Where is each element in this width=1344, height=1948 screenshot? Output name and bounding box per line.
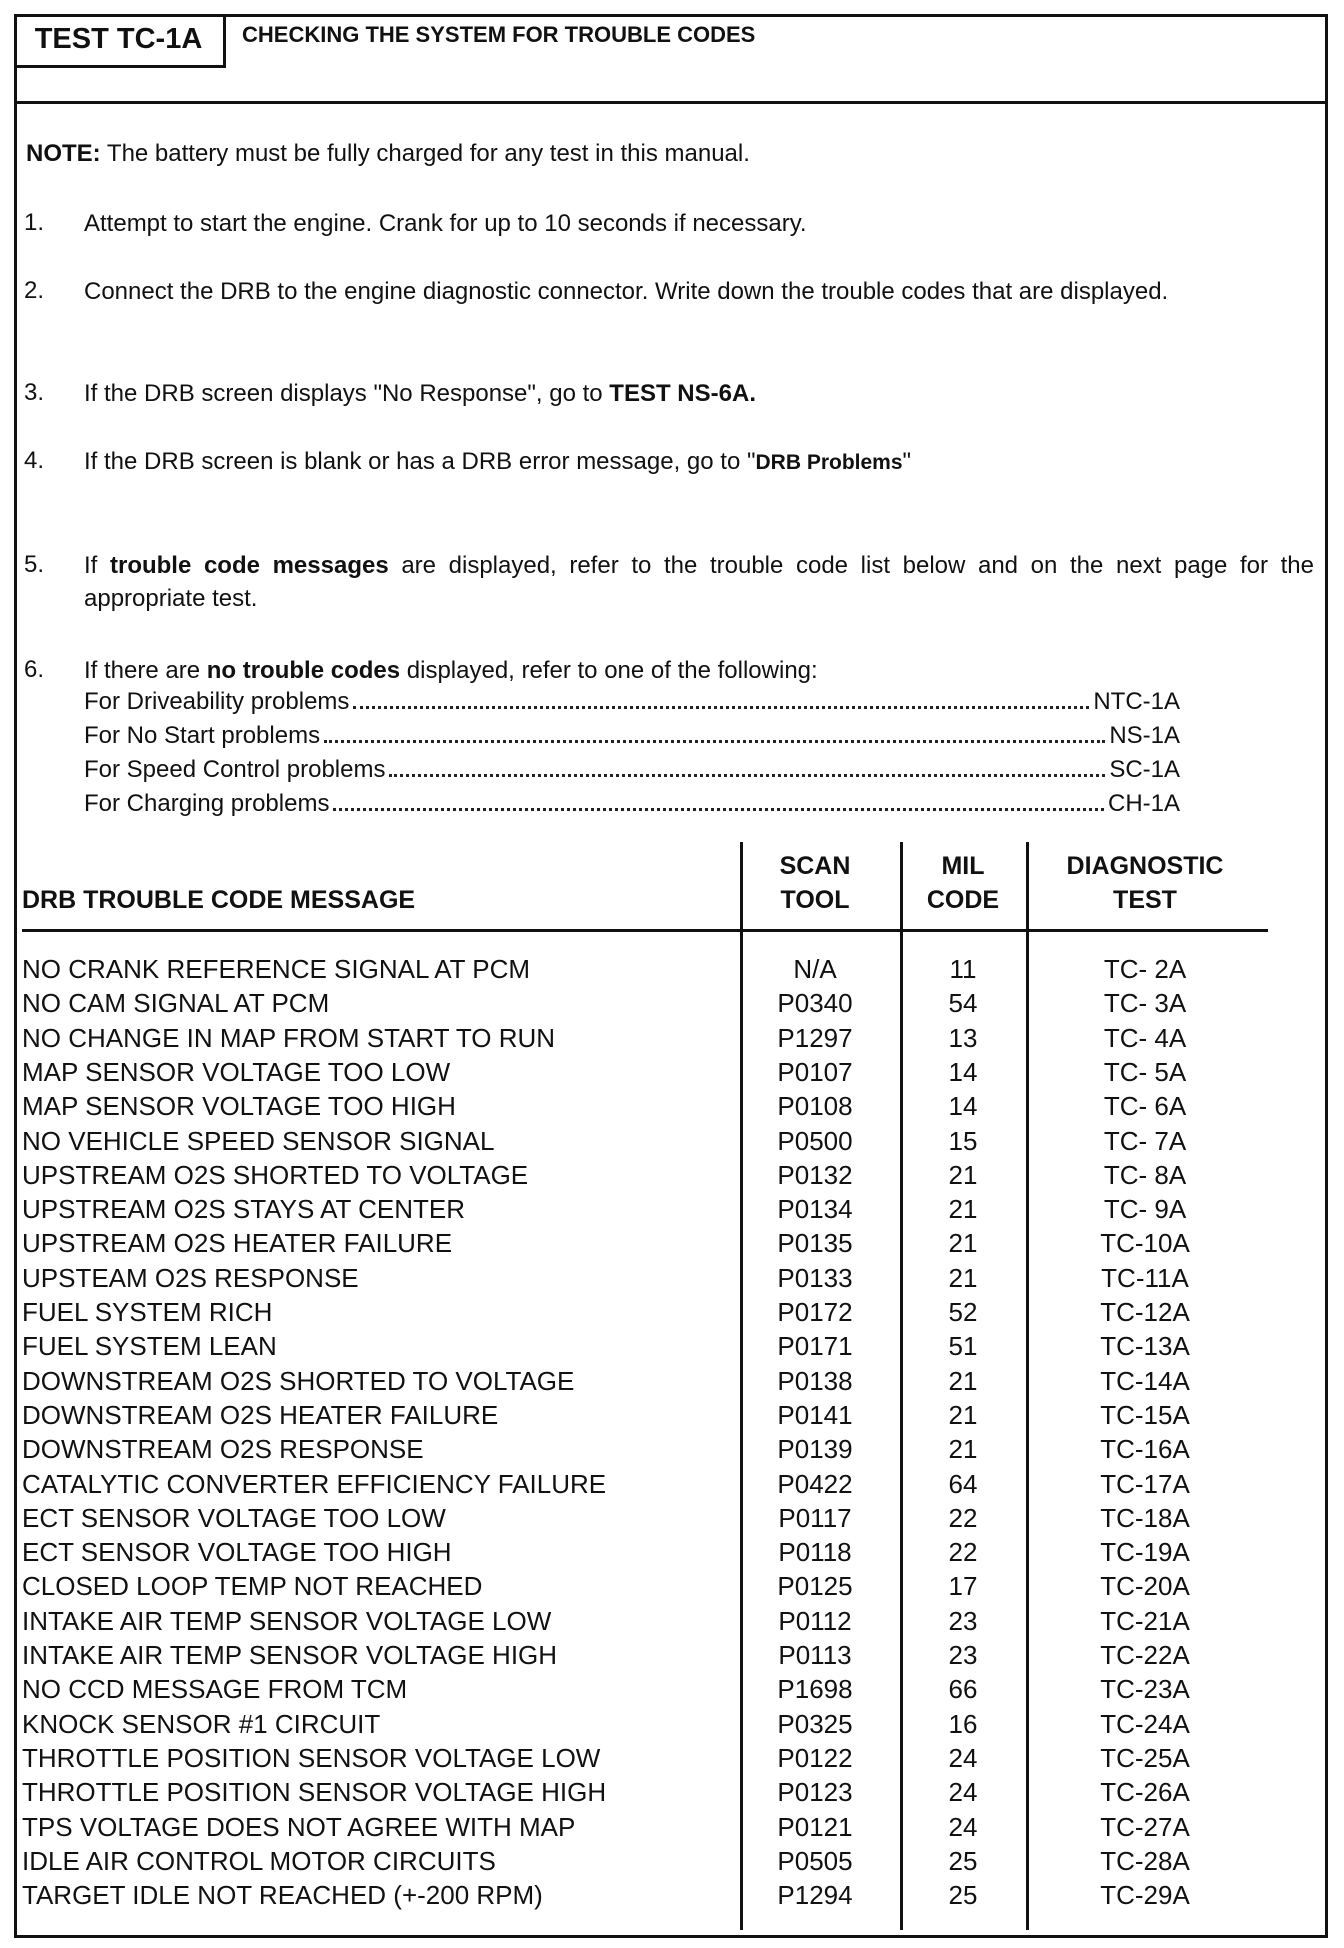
cell-scan-tool: P0117	[778, 1502, 852, 1533]
table-row	[0, 1089, 1344, 1123]
cell-diagnostic-test: TC-11A	[1101, 1262, 1189, 1293]
header-divider	[22, 929, 1268, 932]
cell-mil-code: 24	[948, 1777, 978, 1808]
table-row	[0, 1878, 1344, 1912]
cell-mil-code: 14	[948, 1056, 978, 1087]
cell-scan-tool: P0125	[777, 1571, 853, 1602]
cell-mil-code: 14	[948, 1091, 978, 1122]
cell-message: UPSTEAM O2S RESPONSE	[22, 1262, 359, 1293]
table-row	[0, 1569, 1344, 1603]
test-id-box: TEST TC-1A	[14, 14, 226, 68]
cell-diagnostic-test: TC- 9A	[1103, 1194, 1187, 1225]
cell-mil-code: 21	[948, 1434, 978, 1465]
table-row	[0, 1329, 1344, 1363]
table-row	[0, 1467, 1344, 1501]
cell-message: ECT SENSOR VOLTAGE TOO HIGH	[22, 1537, 452, 1568]
table-row	[0, 1124, 1344, 1158]
cell-diagnostic-test: TC-28A	[1100, 1845, 1190, 1876]
step-number: 1.	[24, 209, 45, 236]
cell-scan-tool: P0107	[777, 1056, 853, 1087]
step-text: If the DRB screen is blank or has a DRB error message, go to "DRB Problems"	[84, 448, 912, 475]
cell-scan-tool: P0112	[778, 1605, 852, 1636]
cell-mil-code: 13	[948, 1022, 978, 1053]
step-text: Attempt to start the engine. Crank for up to 10 seconds if necessary.	[84, 210, 807, 237]
table-row	[0, 1707, 1344, 1741]
cell-mil-code: 23	[948, 1640, 978, 1670]
cell-mil-code: 21	[948, 1262, 978, 1293]
cell-diagnostic-test: TC- 4A	[1103, 1022, 1187, 1053]
cell-scan-tool: P0121	[777, 1811, 853, 1842]
cell-message: CLOSED LOOP TEMP NOT REACHED	[22, 1571, 483, 1602]
cell-diagnostic-test: TC-20A	[1100, 1571, 1190, 1602]
table-row	[0, 1775, 1344, 1809]
table-row	[0, 1364, 1344, 1398]
cell-mil-code: 21	[948, 1399, 978, 1430]
cell-scan-tool: P0134	[777, 1194, 853, 1225]
cell-message: INTAKE AIR TEMP SENSOR VOLTAGE LOW	[22, 1605, 552, 1636]
cell-message: NO CRANK REFERENCE SIGNAL AT PCM	[22, 954, 531, 984]
step-number: 6.	[24, 656, 45, 683]
step-number: 4.	[24, 447, 45, 474]
step-text: If there are no trouble codes displayed, refer to one of the following:	[84, 657, 818, 684]
cell-scan-tool: P0505	[777, 1845, 853, 1876]
cell-mil-code: 21	[948, 1228, 978, 1259]
cell-message: UPSTREAM O2S SHORTED TO VOLTAGE	[22, 1159, 529, 1190]
column-header-scan: SCAN TOOL	[779, 852, 851, 914]
cell-mil-code: 25	[948, 1880, 978, 1911]
cell-scan-tool: P0133	[777, 1262, 853, 1293]
cell-scan-tool: P0141	[777, 1399, 853, 1430]
step-number: 5.	[24, 551, 45, 578]
cell-scan-tool: P0135	[777, 1228, 853, 1259]
reference-row: For Speed Control problems SC-1A	[84, 756, 1180, 783]
table-row	[0, 1158, 1344, 1192]
cell-diagnostic-test: TC- 3A	[1103, 988, 1187, 1019]
cell-diagnostic-test: TC-27A	[1100, 1811, 1190, 1842]
cell-diagnostic-test: TC-17A	[1100, 1468, 1190, 1499]
table-row	[0, 1192, 1344, 1226]
cell-scan-tool: P0108	[777, 1091, 853, 1122]
cell-message: FUEL SYSTEM LEAN	[22, 1331, 277, 1362]
cell-diagnostic-test: TC-23A	[1100, 1674, 1190, 1705]
cell-message: FUEL SYSTEM RICH	[22, 1297, 273, 1327]
table-row	[0, 1672, 1344, 1706]
cell-mil-code: 15	[948, 1125, 978, 1156]
note-label: NOTE:	[26, 140, 101, 167]
cell-message: MAP SENSOR VOLTAGE TOO HIGH	[22, 1091, 456, 1122]
cell-mil-code: 22	[948, 1502, 978, 1533]
cell-diagnostic-test: TC- 5A	[1103, 1056, 1187, 1087]
step-text: If the DRB screen displays "No Response", go to TEST NS-6A.	[84, 380, 756, 407]
table-row	[0, 1295, 1344, 1329]
note-text: The battery must be fully charged for any test in this manual.	[106, 140, 750, 167]
cell-scan-tool: P0325	[777, 1708, 853, 1739]
cell-diagnostic-test: TC- 8A	[1103, 1159, 1187, 1190]
cell-mil-code: 66	[948, 1674, 978, 1705]
reference-row: For Charging problems CH-1A	[84, 790, 1180, 817]
cell-mil-code: 24	[948, 1811, 978, 1842]
cell-message: THROTTLE POSITION SENSOR VOLTAGE HIGH	[22, 1777, 607, 1808]
cell-mil-code: 11	[949, 954, 977, 984]
cell-diagnostic-test: TC-18A	[1100, 1502, 1190, 1533]
table-row	[0, 1432, 1344, 1466]
step-number: 2.	[24, 277, 45, 304]
cell-message: NO CCD MESSAGE FROM TCM	[22, 1674, 408, 1705]
cell-mil-code: 51	[948, 1331, 978, 1362]
cell-scan-tool: P1294	[777, 1880, 853, 1911]
cell-diagnostic-test: TC-19A	[1100, 1537, 1190, 1568]
cell-mil-code: 25	[948, 1845, 978, 1876]
drb-problems-reference: DRB Problems	[755, 451, 903, 474]
cell-scan-tool: P0172	[777, 1297, 853, 1327]
cell-scan-tool: P0340	[777, 988, 853, 1019]
cell-message: DOWNSTREAM O2S HEATER FAILURE	[22, 1399, 499, 1430]
cell-mil-code: 52	[948, 1297, 978, 1327]
cell-message: UPSTREAM O2S STAYS AT CENTER	[22, 1194, 466, 1225]
cell-scan-tool: P0500	[777, 1125, 853, 1156]
test-reference: TEST NS-6A.	[609, 380, 756, 407]
cell-diagnostic-test: TC-26A	[1100, 1777, 1190, 1808]
cell-diagnostic-test: TC-13A	[1100, 1331, 1190, 1362]
table-row	[0, 952, 1344, 986]
step-text: Connect the DRB to the engine diagnostic connector. Write down the trouble codes that are displayed.	[84, 278, 1169, 305]
cell-diagnostic-test: TC-15A	[1100, 1399, 1190, 1430]
cell-diagnostic-test: TC-14A	[1100, 1365, 1190, 1396]
cell-message: NO VEHICLE SPEED SENSOR SIGNAL	[22, 1125, 495, 1156]
column-header-mil: MIL CODE	[926, 852, 1000, 914]
table-row	[0, 1398, 1344, 1432]
cell-diagnostic-test: TC-16A	[1100, 1434, 1190, 1465]
cell-diagnostic-test: TC-24A	[1100, 1708, 1190, 1739]
page-title: CHECKING THE SYSTEM FOR TROUBLE CODES	[242, 22, 756, 47]
cell-message: NO CHANGE IN MAP FROM START TO RUN	[22, 1022, 556, 1053]
cell-mil-code: 23	[948, 1605, 978, 1636]
cell-mil-code: 24	[948, 1742, 978, 1773]
cell-mil-code: 17	[948, 1571, 978, 1602]
cell-mil-code: 21	[948, 1194, 978, 1225]
cell-message: TARGET IDLE NOT REACHED (+-200 RPM)	[22, 1880, 543, 1911]
cell-mil-code: 21	[948, 1365, 978, 1396]
cell-diagnostic-test: TC-29A	[1100, 1880, 1190, 1911]
reference-row: For No Start problems NS-1A	[84, 722, 1180, 749]
cell-mil-code: 22	[948, 1537, 978, 1568]
cell-message: THROTTLE POSITION SENSOR VOLTAGE LOW	[22, 1742, 601, 1773]
cell-message: UPSTREAM O2S HEATER FAILURE	[22, 1228, 453, 1259]
cell-diagnostic-test: TC-22A	[1100, 1640, 1190, 1670]
cell-diagnostic-test: TC- 2A	[1103, 954, 1187, 984]
cell-message: CATALYTIC CONVERTER EFFICIENCY FAILURE	[22, 1468, 607, 1499]
column-header-message: DRB TROUBLE CODE MESSAGE	[22, 886, 416, 914]
table-row	[0, 1810, 1344, 1844]
cell-message: NO CAM SIGNAL AT PCM	[22, 988, 330, 1019]
cell-message: IDLE AIR CONTROL MOTOR CIRCUITS	[22, 1845, 496, 1876]
table-row	[0, 1055, 1344, 1089]
cell-mil-code: 21	[948, 1159, 978, 1190]
cell-diagnostic-test: TC-12A	[1100, 1297, 1190, 1327]
cell-scan-tool: P0113	[778, 1640, 852, 1670]
note	[26, 138, 750, 170]
cell-scan-tool: N/A	[793, 954, 837, 984]
cell-scan-tool: P0123	[777, 1777, 853, 1808]
cell-scan-tool: P0139	[777, 1434, 853, 1465]
cell-scan-tool: P0122	[777, 1742, 853, 1773]
table-row	[0, 1741, 1344, 1775]
cell-message: INTAKE AIR TEMP SENSOR VOLTAGE HIGH	[22, 1640, 558, 1670]
cell-diagnostic-test: TC-10A	[1100, 1228, 1190, 1259]
table-row	[0, 1501, 1344, 1535]
step-text: If trouble code messages are displayed, refer to the trouble code list below and on the next page for the appropriate test.	[84, 552, 1314, 612]
cell-scan-tool: P0118	[778, 1537, 852, 1568]
table-row	[0, 1226, 1344, 1260]
cell-scan-tool: P1297	[777, 1022, 853, 1053]
table-row	[0, 1638, 1344, 1672]
cell-message: DOWNSTREAM O2S RESPONSE	[22, 1434, 424, 1465]
table-row	[0, 1844, 1344, 1878]
step-number: 3.	[24, 379, 45, 406]
cell-scan-tool: P0132	[777, 1159, 853, 1190]
reference-row: For Driveability problems NTC-1A	[84, 688, 1180, 715]
table-row	[0, 1261, 1344, 1295]
table-row	[0, 1535, 1344, 1569]
cell-mil-code: 16	[948, 1708, 978, 1739]
column-header-diagnostic: DIAGNOSTIC TEST	[1066, 852, 1224, 914]
cell-scan-tool: P0138	[777, 1365, 853, 1396]
cell-scan-tool: P0422	[777, 1468, 853, 1499]
cell-message: ECT SENSOR VOLTAGE TOO LOW	[22, 1502, 446, 1533]
table-row	[0, 1021, 1344, 1055]
cell-message: DOWNSTREAM O2S SHORTED TO VOLTAGE	[22, 1365, 575, 1396]
cell-diagnostic-test: TC-25A	[1100, 1742, 1190, 1773]
cell-diagnostic-test: TC- 6A	[1103, 1091, 1187, 1122]
cell-scan-tool: P1698	[777, 1674, 853, 1705]
table-row	[0, 986, 1344, 1020]
cell-diagnostic-test: TC- 7A	[1103, 1125, 1187, 1156]
cell-message: MAP SENSOR VOLTAGE TOO LOW	[22, 1056, 451, 1087]
cell-diagnostic-test: TC-21A	[1100, 1605, 1190, 1636]
table-row	[0, 1604, 1344, 1638]
cell-mil-code: 54	[948, 988, 978, 1019]
cell-scan-tool: P0171	[777, 1331, 853, 1362]
cell-mil-code: 64	[948, 1468, 978, 1499]
cell-message: KNOCK SENSOR #1 CIRCUIT	[22, 1708, 381, 1739]
cell-message: TPS VOLTAGE DOES NOT AGREE WITH MAP	[22, 1811, 576, 1842]
